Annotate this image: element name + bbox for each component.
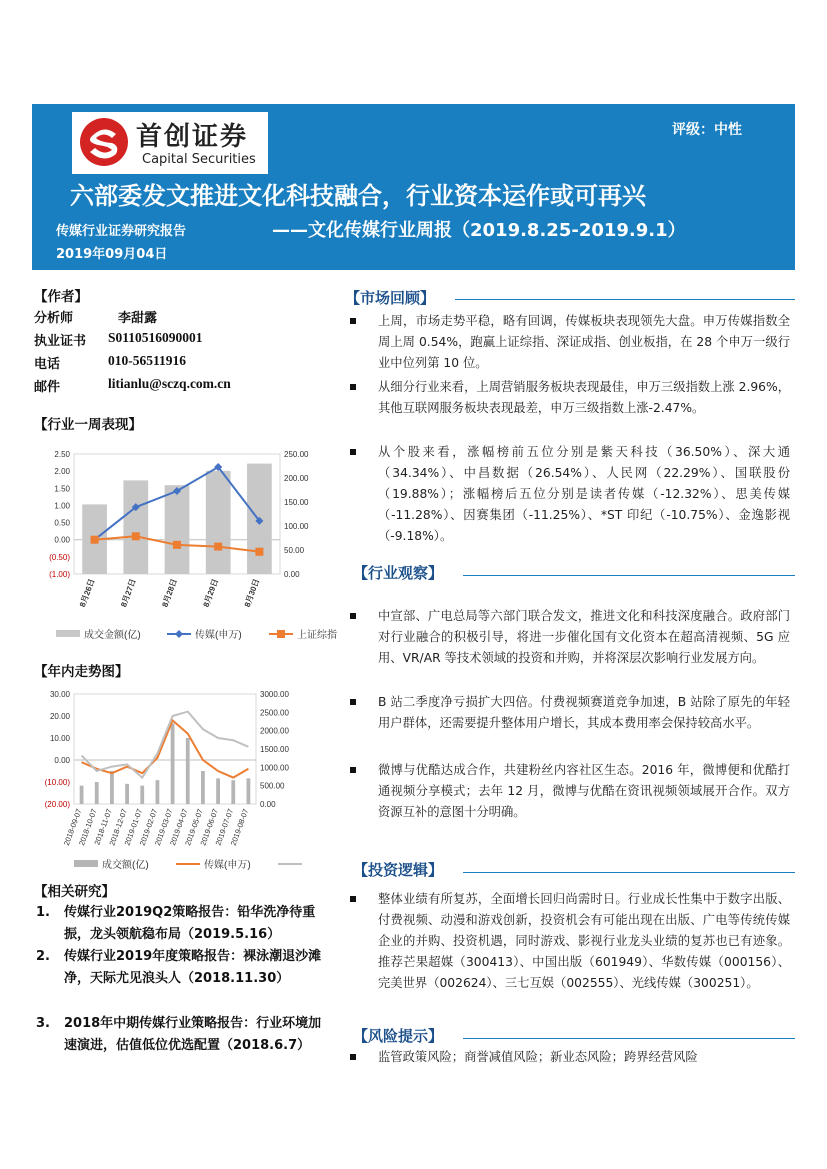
- y-right-tick-label: 3000.00: [260, 690, 289, 699]
- bullet-text: 中宣部、广电总局等六部门联合发文，推进文化和科技深度融合。政府部门对行业融合的积极引导，将进一步催化国有文化资本在超高清视频、5G 应用、VR/AR 等技术领域的投资和并购，并将深层次影响行业发展方向。: [378, 609, 790, 665]
- bar-成交额(亿): [140, 786, 144, 804]
- bar-成交额(亿): [247, 778, 251, 804]
- y-left-tick-label: 0.00: [54, 535, 70, 545]
- y-left-tick-label: 1.50: [54, 484, 70, 494]
- phone-label: 电话: [34, 357, 61, 372]
- logic-divider: [463, 872, 795, 873]
- point-上证综指: [214, 543, 222, 551]
- rating: 评级：中性: [672, 122, 742, 138]
- x-tick-label: 2019-05-07: [183, 807, 205, 847]
- research-num: 1.: [36, 905, 50, 920]
- observation-bullet: [350, 606, 790, 691]
- bullet-icon: [350, 613, 356, 619]
- line-上证综指: [82, 712, 249, 778]
- license-number: S0110516090001: [108, 330, 203, 345]
- x-tick-label: 2019-08-07: [228, 807, 251, 847]
- email-row: [34, 376, 231, 395]
- point-上证综指: [255, 548, 263, 556]
- bullet-icon: [350, 318, 356, 324]
- y-right-tick-label: 2500.00: [260, 708, 289, 718]
- analyst-label: 分析师: [34, 311, 74, 326]
- bullet-icon: [350, 384, 356, 390]
- bar-成交额(亿): [201, 771, 205, 804]
- x-tick-label: 2019-07-07: [213, 807, 236, 847]
- observation-bullet: [350, 760, 790, 824]
- y-right-tick-label: 0.00: [260, 800, 276, 809]
- y-right-tick-label: 50.00: [284, 546, 305, 555]
- bullet-text: 从细分行业来看，上周营销服务板块表现最佳，申万三级指数上涨 2.96%，其他互联网服务板块表现最差，申万三级指数上涨-2.47%。: [378, 380, 790, 415]
- x-tick-label: 8月28日: [160, 577, 179, 609]
- y-right-tick-label: 1000.00: [260, 763, 289, 773]
- point-上证综指: [173, 541, 181, 549]
- x-tick-label: 8月26日: [77, 577, 97, 609]
- bullet-icon: [350, 896, 356, 902]
- x-tick-label: 8月29日: [201, 577, 221, 609]
- y-right-tick-label: 250.00: [284, 450, 309, 459]
- y-left-tick-label: (0.50): [49, 552, 70, 562]
- research-num: 2.: [36, 949, 50, 964]
- y-right-tick-label: 1500.00: [260, 745, 289, 754]
- y-right-tick-label: 2000.00: [260, 726, 289, 736]
- legend-label: 成交金额(亿): [84, 630, 141, 641]
- x-tick-label: 8月27日: [119, 577, 138, 609]
- chart1-heading: 【行业一周表现】: [34, 417, 142, 433]
- email-address[interactable]: litianlu@sczq.com.cn: [108, 376, 231, 391]
- y-left-tick-label: 30.00: [49, 690, 70, 699]
- x-tick-label: 2018-09-07: [61, 807, 84, 847]
- x-tick-label: 8月30日: [242, 577, 262, 609]
- y-left-tick-label: 1.00: [54, 501, 70, 511]
- market-bullet: [350, 377, 790, 439]
- bullet-text: 整体业绩有所复苏，全面增长回归尚需时日。行业成长性集中于数字出版、付费视频、动漫和游戏创新，投资机会有可能出现在出版、广电等传统传媒企业的并购、投资机遇，同时游戏、影视行业龙头业绩的复苏也已有迹象。推荐芒果超媒（300413）、中国出版（601949）、华数传媒（000156）、完美世界（002624）、三七互娱（002555）、光线传媒（300251）。: [378, 892, 790, 990]
- license-label: 执业证书: [34, 334, 87, 349]
- email-label: 邮件: [34, 380, 61, 395]
- legend-marker: [277, 630, 285, 638]
- market-bullet: [350, 442, 790, 548]
- bar-成交额(亿): [80, 786, 84, 804]
- bullet-icon: [350, 767, 356, 773]
- bar-成交额(亿): [156, 780, 160, 804]
- bullet-text: 监管政策风险；商誉减值风险；新业态风险；跨界经营风险: [378, 1050, 698, 1064]
- bullet-icon: [350, 1054, 356, 1060]
- bar-成交额(亿): [171, 723, 175, 804]
- y-left-tick-label: 20.00: [49, 712, 70, 721]
- bullet-text: 从个股来看，涨幅榜前五位分别是紫天科技（36.50%）、深大通（34.34%）、中昌数据（26.54%）、人民网（22.29%）、国联股份（19.88%）；涨幅榜后五位分别是读者传媒（-12.32%）、思美传媒（-11.28%）、因赛集团（-11.25%）、*ST 印纪（-10.75%）、金逸影视（-9.18%）。: [378, 445, 790, 543]
- license-row: [34, 330, 203, 349]
- risk-divider: [463, 1038, 795, 1039]
- phone-number: 010-56511916: [108, 353, 187, 368]
- y-left-tick-label: (20.00): [44, 800, 70, 809]
- legend-label: 传媒(申万): [195, 630, 242, 641]
- research-item[interactable]: [36, 902, 326, 946]
- report-subtitle: ——文化传媒行业周报（2019.8.25-2019.9.1）: [272, 220, 686, 241]
- bullet-text: 微博与优酷达成合作，共建粉丝内容社区生态。2016 年，微博便和优酷打通视频分享模式；去年 12 月，微博与优酷在资讯视频领域展开合作。双方资源互补的意图十分明确。: [378, 763, 790, 819]
- point-上证综指: [132, 532, 140, 540]
- logic-heading: 【投资逻辑】: [353, 861, 444, 879]
- observation-divider: [463, 575, 795, 576]
- x-tick-label: 2018-12-07: [107, 807, 129, 847]
- bar-成交额(亿): [110, 771, 114, 804]
- bar-成交额(亿): [95, 782, 99, 804]
- legend-label: 传媒(申万): [204, 860, 251, 871]
- legend-marker: [175, 630, 183, 638]
- phone-row: [34, 353, 187, 372]
- bar-成交金额(亿): [206, 471, 231, 574]
- logo-cn-text: 首创证券: [136, 122, 249, 152]
- y-left-tick-label: 2.00: [54, 467, 70, 477]
- research-num: 3.: [36, 1016, 50, 1031]
- y-right-tick-label: 150.00: [284, 498, 309, 507]
- bullet-text: 上周，市场走势平稳，略有回调，传媒板块表现领先大盘。申万传媒指数全周上周 0.54%，跑赢上证综指、深证成指、创业板指，在 28 个申万一级行业中位列第 10 位。: [378, 314, 790, 370]
- bar-成交额(亿): [216, 778, 220, 804]
- bar-成交额(亿): [125, 784, 129, 804]
- bar-成交金额(亿): [165, 485, 190, 574]
- ytd-trend-chart: [34, 686, 330, 876]
- y-left-tick-label: 10.00: [49, 734, 70, 743]
- x-tick-label: 2018-11-07: [92, 807, 114, 847]
- y-right-tick-label: 100.00: [284, 522, 309, 531]
- analyst-name: 李甜露: [118, 311, 158, 326]
- risk-bullet: [350, 1047, 790, 1069]
- observation-heading: 【行业观察】: [353, 564, 444, 582]
- legend-swatch: [74, 860, 98, 867]
- market-divider: [455, 299, 795, 300]
- observation-bullet: [350, 692, 790, 754]
- logo-en-text: Capital Securities: [142, 152, 256, 167]
- x-tick-label: 2019-03-07: [152, 807, 175, 847]
- x-tick-label: 2019-06-07: [198, 807, 220, 847]
- x-tick-label: 2018-10-07: [77, 807, 99, 847]
- y-left-tick-label: 2.50: [54, 450, 70, 459]
- point-上证综指: [91, 536, 99, 544]
- analyst-row: [34, 307, 158, 326]
- bar-成交额(亿): [186, 738, 190, 804]
- y-right-tick-label: 500.00: [260, 781, 285, 791]
- bullet-text: B 站二季度净亏损扩大四倍。付费视频赛道竞争加速，B 站除了原先的年轻用户群体，还需要提升整体用户增长，其成本费用率会保持较高水平。: [378, 695, 790, 730]
- y-left-tick-label: (1.00): [49, 570, 70, 579]
- y-left-tick-label: 0.50: [54, 518, 70, 528]
- research-item[interactable]: [36, 1013, 326, 1057]
- chart2-heading: 【年内走势图】: [34, 664, 129, 680]
- legend-swatch: [56, 630, 80, 637]
- research-text: 2018年中期传媒行业策略报告：行业环境加速演进，估值低位优选配置（2018.6.7）: [64, 1016, 322, 1053]
- company-logo: [72, 112, 268, 174]
- y-right-tick-label: 0.00: [284, 570, 300, 579]
- bullet-icon: [350, 449, 356, 455]
- plot-area: [74, 694, 256, 804]
- x-tick-label: 2019-01-07: [122, 807, 145, 847]
- report-date: 2019年09月04日: [56, 247, 168, 262]
- page-title: 六部委发文推进文化科技融合，行业资本运作或可再兴: [70, 182, 646, 210]
- x-tick-label: 2019-02-07: [137, 807, 160, 847]
- market-heading: 【市场回顾】: [345, 289, 436, 307]
- research-text: 传媒行业2019Q2策略报告：铅华洗净待重振，龙头领航稳布局（2019.5.16）: [64, 905, 316, 942]
- y-right-tick-label: 200.00: [284, 474, 309, 483]
- research-text: 传媒行业2019年度策略报告：裸泳潮退沙滩净，天际尤见浪头人（2018.11.30）: [64, 949, 322, 986]
- bullet-icon: [350, 699, 356, 705]
- bar-成交额(亿): [231, 780, 235, 804]
- research-heading: 【相关研究】: [34, 884, 115, 900]
- research-item[interactable]: [36, 946, 326, 990]
- weekly-performance-chart: [34, 440, 337, 645]
- y-left-tick-label: (10.00): [44, 778, 70, 787]
- x-tick-label: 2019-04-07: [168, 807, 190, 847]
- market-bullet: [350, 311, 790, 373]
- logic-bullet: [350, 889, 790, 1013]
- legend-label: 成交额(亿): [102, 860, 149, 871]
- author-heading: 【作者】: [34, 289, 88, 305]
- bar-成交金额(亿): [123, 480, 148, 574]
- report-type: 传媒行业证券研究报告: [56, 224, 187, 239]
- legend-label: 上证综指: [297, 630, 337, 641]
- risk-heading: 【风险提示】: [353, 1027, 444, 1045]
- y-left-tick-label: 0.00: [54, 756, 70, 765]
